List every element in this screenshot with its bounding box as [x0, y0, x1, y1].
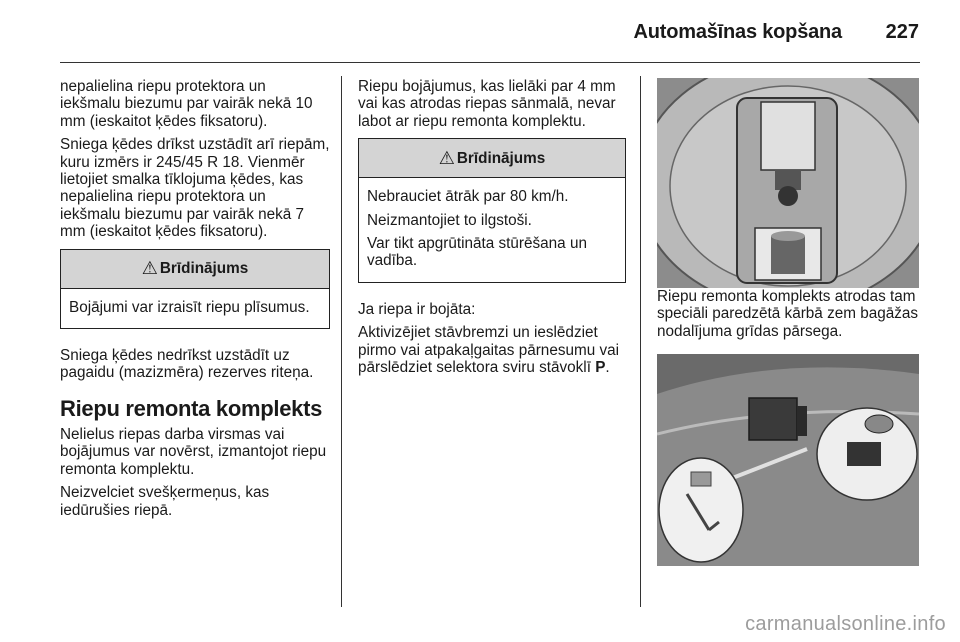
warning-title: Brīdinājums	[159, 259, 249, 277]
warning-line-3: Var tikt apgrūtināta stūrēšana un vadība.	[367, 235, 587, 270]
col2-paragraph-2: Ja riepa ir bojāta:	[358, 300, 476, 318]
warning-line-1: Nebrauciet ātrāk par 80 km/h.	[367, 188, 569, 206]
col2-paragraph-3-end: .	[605, 359, 610, 377]
warning-header	[61, 250, 329, 289]
column-divider-1	[341, 76, 342, 607]
page-header	[60, 0, 920, 63]
col1-paragraph-5: Neizvelciet svešķermeņus, kas iedūrušies riepā.	[60, 484, 270, 519]
col2-paragraph-3	[358, 324, 626, 376]
warning-triangle-icon: ⚠	[438, 147, 455, 168]
warning-title: Brīdinājums	[456, 149, 546, 167]
watermark: carmanualsonline.info	[745, 613, 946, 635]
col2-paragraph-3-text: Aktivizējiet stāvbremzi un ieslēdziet pirmo vai atpakaļgaitas pārnesumu vai pārslēdziet selektora sviru stāvoklī	[358, 324, 620, 377]
column-2	[358, 78, 626, 382]
warning-text: Bojājumi var izraisīt riepu plīsumus.	[69, 298, 310, 316]
col1-paragraph-2: Sniega ķēdes drīkst uzstādīt arī riepām, kuru izmērs ir 245/45 R 18. Vienmēr lietojiet smalka tīklojuma ķēdes, kas nepalielina riepu protektora un iekšmalu biezumu par vairāk nekā 7 mm (ieskaitot ķēdes fiksatoru).	[60, 136, 330, 241]
col1-paragraph-4: Nelielus riepas darba virsmas vai bojājumus var novērst, izmantojot riepu remonta komplektu.	[60, 425, 327, 478]
col1-paragraph-3: Sniega ķēdes nedrīkst uzstādīt uz pagaidu (mazizmēra) rezerves riteņa.	[60, 347, 314, 382]
column-3	[657, 78, 927, 566]
col2-paragraph-1: Riepu bojājumus, kas lielāki par 4 mm vai kas atrodas riepas sānmalā, nevar labot ar riepu remonta komplektu.	[358, 78, 616, 130]
column-1	[60, 78, 330, 525]
figure-caption: Riepu remonta komplekts atrodas tam speciāli paredzētā kārbā zem bagāžas nodalījuma grīdas pārsega.	[657, 288, 919, 340]
selector-position-label: P	[595, 359, 606, 377]
warning-line-2: Neizmantojiet to ilgstoši.	[367, 211, 532, 229]
page-title: Automašīnas kopšana	[633, 21, 842, 43]
col1-paragraph-1: nepalielina riepu protektora un iekšmalu biezumu par vairāk nekā 10 mm (ieskaitot ķēdes fiksatoru).	[60, 78, 313, 130]
page-number: 227	[885, 21, 919, 43]
warning-triangle-icon: ⚠	[141, 257, 158, 278]
figure-trunk-compartment	[657, 78, 919, 288]
column-divider-2	[640, 76, 641, 607]
figure-repair-kit	[657, 354, 919, 566]
section-title: Riepu remonta komplekts	[60, 395, 323, 421]
warning-header	[359, 139, 625, 178]
warning-box-1	[60, 249, 330, 329]
warning-body	[359, 178, 625, 282]
warning-box-2	[358, 138, 626, 283]
repair-kit-illustration	[657, 354, 919, 566]
trunk-compartment-illustration	[657, 78, 919, 288]
warning-body	[61, 289, 329, 328]
